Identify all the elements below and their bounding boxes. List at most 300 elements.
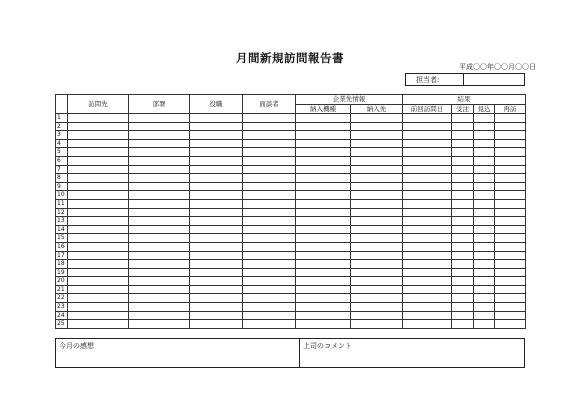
table-cell[interactable] [129,182,190,191]
table-row [56,165,526,174]
table-cell[interactable] [474,199,495,208]
table-cell[interactable] [351,165,403,174]
table-cell[interactable] [452,320,474,329]
table-cell[interactable] [296,208,351,217]
table-cell[interactable] [68,131,129,140]
table-cell[interactable] [296,225,351,234]
table-cell[interactable] [243,294,296,303]
table-cell[interactable] [129,242,190,251]
table-cell[interactable] [351,199,403,208]
table-cell[interactable] [296,174,351,183]
table-cell[interactable] [243,165,296,174]
table-cell[interactable] [190,242,243,251]
table-row [56,277,526,286]
table-cell[interactable] [243,277,296,286]
table-cell[interactable] [403,320,452,329]
table-cell[interactable] [403,294,452,303]
table-cell[interactable] [129,268,190,277]
table-cell[interactable] [68,268,129,277]
visit-report-table [55,94,526,329]
table-cell[interactable] [129,122,190,131]
table-cell[interactable] [129,277,190,286]
table-cell[interactable] [351,268,403,277]
table-cell[interactable] [190,208,243,217]
table-cell[interactable] [243,148,296,157]
header-prospect: 見込 [474,104,495,114]
table-cell[interactable] [495,148,526,157]
table-cell[interactable] [296,260,351,269]
table-cell[interactable] [474,294,495,303]
page-title: 月間新規訪問報告書 [236,51,344,65]
table-cell[interactable] [403,114,452,123]
row-number: 19 [56,268,68,277]
row-number: 15 [56,234,68,243]
table-cell[interactable] [474,148,495,157]
table-cell[interactable] [243,191,296,200]
table-cell[interactable] [452,268,474,277]
table-cell[interactable] [243,251,296,260]
table-cell[interactable] [296,285,351,294]
table-cell[interactable] [68,208,129,217]
table-cell[interactable] [351,294,403,303]
table-cell[interactable] [495,234,526,243]
table-cell[interactable] [190,285,243,294]
table-cell[interactable] [190,268,243,277]
table-cell[interactable] [351,182,403,191]
table-row [56,191,526,200]
table-cell[interactable] [452,114,474,123]
row-number: 14 [56,225,68,234]
table-cell[interactable] [243,131,296,140]
table-cell[interactable] [296,148,351,157]
table-cell[interactable] [351,208,403,217]
table-cell[interactable] [474,174,495,183]
table-cell[interactable] [351,131,403,140]
table-cell[interactable] [243,199,296,208]
table-cell[interactable] [474,217,495,226]
table-cell[interactable] [351,114,403,123]
table-cell[interactable] [452,191,474,200]
table-cell[interactable] [474,277,495,286]
table-cell[interactable] [190,174,243,183]
table-cell[interactable] [129,217,190,226]
table-row [56,199,526,208]
table-cell[interactable] [190,311,243,320]
table-cell[interactable] [129,234,190,243]
table-cell[interactable] [129,294,190,303]
table-cell[interactable] [190,260,243,269]
table-cell[interactable] [474,303,495,312]
table-cell[interactable] [474,242,495,251]
table-cell[interactable] [403,268,452,277]
table-cell[interactable] [296,182,351,191]
table-cell[interactable] [403,260,452,269]
table-cell[interactable] [129,225,190,234]
table-row [56,131,526,140]
table-cell[interactable] [243,242,296,251]
table-cell[interactable] [129,114,190,123]
table-cell[interactable] [68,122,129,131]
table-row [56,260,526,269]
header-interviewee: 面談者 [243,95,296,114]
table-cell[interactable] [68,114,129,123]
table-cell[interactable] [243,320,296,329]
table-cell[interactable] [452,260,474,269]
table-cell[interactable] [452,156,474,165]
table-cell[interactable] [474,285,495,294]
monthly-impressions-box[interactable] [56,339,300,367]
table-cell[interactable] [403,139,452,148]
table-cell[interactable] [495,242,526,251]
table-row [56,225,526,234]
table-cell[interactable] [474,268,495,277]
table-cell[interactable] [452,251,474,260]
table-row [56,268,526,277]
table-cell[interactable] [351,139,403,148]
monthly-impressions-label: 今月の感想 [59,342,94,350]
table-cell[interactable] [243,182,296,191]
table-cell[interactable] [351,234,403,243]
table-cell[interactable] [452,311,474,320]
table-cell[interactable] [495,199,526,208]
header-delivered-model: 納入機種 [296,104,351,114]
table-cell[interactable] [495,285,526,294]
table-cell[interactable] [243,114,296,123]
table-cell[interactable] [474,320,495,329]
table-cell[interactable] [495,156,526,165]
table-cell[interactable] [190,234,243,243]
table-cell[interactable] [296,156,351,165]
table-cell[interactable] [243,303,296,312]
table-cell[interactable] [243,122,296,131]
table-row [56,320,526,329]
table-cell[interactable] [68,294,129,303]
table-cell[interactable] [351,277,403,286]
table-cell[interactable] [452,225,474,234]
table-cell[interactable] [495,277,526,286]
table-cell[interactable] [129,165,190,174]
table-cell[interactable] [68,303,129,312]
table-cell[interactable] [296,242,351,251]
table-cell[interactable] [351,311,403,320]
table-cell[interactable] [403,311,452,320]
table-cell[interactable] [351,148,403,157]
table-cell[interactable] [474,165,495,174]
table-cell[interactable] [129,191,190,200]
table-cell[interactable] [190,182,243,191]
table-row [56,122,526,131]
table-cell[interactable] [474,156,495,165]
table-cell[interactable] [474,131,495,140]
table-cell[interactable] [403,251,452,260]
table-cell[interactable] [495,217,526,226]
table-cell[interactable] [243,268,296,277]
table-cell[interactable] [296,131,351,140]
table-cell[interactable] [351,303,403,312]
table-cell[interactable] [190,131,243,140]
table-cell[interactable] [452,277,474,286]
table-cell[interactable] [452,174,474,183]
table-cell[interactable] [296,320,351,329]
table-cell[interactable] [243,311,296,320]
table-cell[interactable] [129,208,190,217]
table-cell[interactable] [495,320,526,329]
report-date: 平成〇〇年〇〇月〇〇日 [459,63,536,71]
table-cell[interactable] [474,208,495,217]
table-cell[interactable] [190,277,243,286]
table-cell[interactable] [68,191,129,200]
table-cell[interactable] [495,165,526,174]
table-cell[interactable] [296,234,351,243]
table-cell[interactable] [296,217,351,226]
table-cell[interactable] [474,260,495,269]
table-cell[interactable] [403,174,452,183]
table-cell[interactable] [243,225,296,234]
table-cell[interactable] [296,191,351,200]
row-number: 2 [56,122,68,131]
table-cell[interactable] [296,139,351,148]
header-order-received: 受注 [452,104,474,114]
table-cell[interactable] [129,320,190,329]
row-number: 10 [56,191,68,200]
table-cell[interactable] [68,165,129,174]
table-cell[interactable] [495,225,526,234]
table-cell[interactable] [452,208,474,217]
row-number: 22 [56,294,68,303]
table-cell[interactable] [495,303,526,312]
table-cell[interactable] [495,182,526,191]
table-cell[interactable] [351,174,403,183]
table-cell[interactable] [452,182,474,191]
table-cell[interactable] [190,165,243,174]
table-cell[interactable] [403,208,452,217]
table-cell[interactable] [190,225,243,234]
table-cell[interactable] [474,234,495,243]
person-in-charge-box [405,73,525,86]
table-cell[interactable] [296,303,351,312]
table-cell[interactable] [243,139,296,148]
table-cell[interactable] [68,182,129,191]
table-cell[interactable] [351,320,403,329]
table-cell[interactable] [243,208,296,217]
table-cell[interactable] [495,139,526,148]
table-cell[interactable] [68,320,129,329]
table-cell[interactable] [351,285,403,294]
table-cell[interactable] [403,277,452,286]
table-cell[interactable] [403,242,452,251]
table-cell[interactable] [403,191,452,200]
table-cell[interactable] [474,139,495,148]
table-row [56,303,526,312]
table-cell[interactable] [452,303,474,312]
table-cell[interactable] [495,311,526,320]
table-cell[interactable] [243,260,296,269]
table-cell[interactable] [403,131,452,140]
table-row [56,174,526,183]
table-cell[interactable] [243,217,296,226]
table-row [56,156,526,165]
table-cell[interactable] [243,234,296,243]
table-cell[interactable] [296,122,351,131]
table-cell[interactable] [296,165,351,174]
table-cell[interactable] [68,234,129,243]
table-cell[interactable] [129,251,190,260]
table-row [56,182,526,191]
table-cell[interactable] [403,182,452,191]
table-cell[interactable] [190,199,243,208]
table-cell[interactable] [68,311,129,320]
table-cell[interactable] [403,217,452,226]
table-cell[interactable] [403,225,452,234]
table-cell[interactable] [129,311,190,320]
table-cell[interactable] [190,294,243,303]
table-cell[interactable] [190,122,243,131]
table-cell[interactable] [68,139,129,148]
table-cell[interactable] [474,114,495,123]
table-cell[interactable] [129,139,190,148]
table-cell[interactable] [495,208,526,217]
table-cell[interactable] [403,148,452,157]
table-cell[interactable] [403,285,452,294]
table-cell[interactable] [129,260,190,269]
table-cell[interactable] [495,268,526,277]
table-cell[interactable] [474,251,495,260]
table-cell[interactable] [403,234,452,243]
table-cell[interactable] [68,174,129,183]
table-cell[interactable] [403,122,452,131]
table-cell[interactable] [190,320,243,329]
table-cell[interactable] [403,199,452,208]
table-cell[interactable] [495,251,526,260]
table-cell[interactable] [68,225,129,234]
table-cell[interactable] [495,131,526,140]
table-cell[interactable] [68,277,129,286]
table-cell[interactable] [351,217,403,226]
table-cell[interactable] [190,148,243,157]
row-number: 4 [56,139,68,148]
supervisor-comment-label: 上司のコメント [303,342,352,350]
row-number: 17 [56,251,68,260]
table-cell[interactable] [403,165,452,174]
table-cell[interactable] [243,174,296,183]
row-number: 9 [56,182,68,191]
table-cell[interactable] [68,199,129,208]
table-cell[interactable] [190,303,243,312]
table-cell[interactable] [190,139,243,148]
table-row [56,234,526,243]
table-cell[interactable] [296,251,351,260]
row-number: 12 [56,208,68,217]
table-cell[interactable] [129,174,190,183]
table-cell[interactable] [495,114,526,123]
table-cell[interactable] [296,311,351,320]
table-cell[interactable] [129,285,190,294]
table-cell[interactable] [190,114,243,123]
header-delivery-destination: 納入先 [351,104,403,114]
table-cell[interactable] [190,251,243,260]
table-cell[interactable] [351,191,403,200]
table-cell[interactable] [474,311,495,320]
table-cell[interactable] [474,122,495,131]
table-cell[interactable] [351,225,403,234]
table-row [56,208,526,217]
header-revisit: 再訪 [495,104,526,114]
row-number: 13 [56,217,68,226]
table-cell[interactable] [452,148,474,157]
row-number: 1 [56,114,68,123]
table-cell[interactable] [243,156,296,165]
table-cell[interactable] [495,191,526,200]
table-cell[interactable] [452,234,474,243]
table-cell[interactable] [495,174,526,183]
table-cell[interactable] [474,225,495,234]
header-result: 結果 [403,95,526,105]
table-cell[interactable] [129,156,190,165]
table-cell[interactable] [452,242,474,251]
table-cell[interactable] [190,156,243,165]
person-field[interactable] [464,74,524,85]
table-cell[interactable] [129,303,190,312]
table-cell[interactable] [129,199,190,208]
table-cell[interactable] [452,217,474,226]
table-cell[interactable] [296,277,351,286]
table-row [56,114,526,123]
row-number: 8 [56,174,68,183]
table-cell[interactable] [495,294,526,303]
table-cell[interactable] [68,285,129,294]
table-cell[interactable] [351,251,403,260]
table-cell[interactable] [452,285,474,294]
table-cell[interactable] [68,251,129,260]
table-cell[interactable] [452,122,474,131]
table-cell[interactable] [351,242,403,251]
supervisor-comment-box[interactable] [300,339,524,367]
table-cell[interactable] [68,148,129,157]
table-cell[interactable] [296,268,351,277]
header-department: 部署 [129,95,190,114]
table-cell[interactable] [452,165,474,174]
table-cell[interactable] [495,260,526,269]
table-cell[interactable] [495,122,526,131]
table-cell[interactable] [452,131,474,140]
table-cell[interactable] [243,285,296,294]
row-number: 16 [56,242,68,251]
table-cell[interactable] [296,199,351,208]
table-cell[interactable] [452,139,474,148]
table-cell[interactable] [403,156,452,165]
table-cell[interactable] [296,294,351,303]
table-cell[interactable] [190,191,243,200]
table-cell[interactable] [474,182,495,191]
table-cell[interactable] [68,260,129,269]
table-cell[interactable] [403,303,452,312]
table-cell[interactable] [129,148,190,157]
table-cell[interactable] [351,260,403,269]
table-cell[interactable] [296,114,351,123]
header-position: 役職 [190,95,243,114]
table-cell[interactable] [452,199,474,208]
table-cell[interactable] [474,191,495,200]
table-cell[interactable] [452,294,474,303]
table-cell[interactable] [129,131,190,140]
table-cell[interactable] [351,122,403,131]
row-number: 21 [56,285,68,294]
table-cell[interactable] [68,242,129,251]
table-cell[interactable] [68,156,129,165]
table-cell[interactable] [351,156,403,165]
table-cell[interactable] [68,217,129,226]
table-cell[interactable] [190,217,243,226]
